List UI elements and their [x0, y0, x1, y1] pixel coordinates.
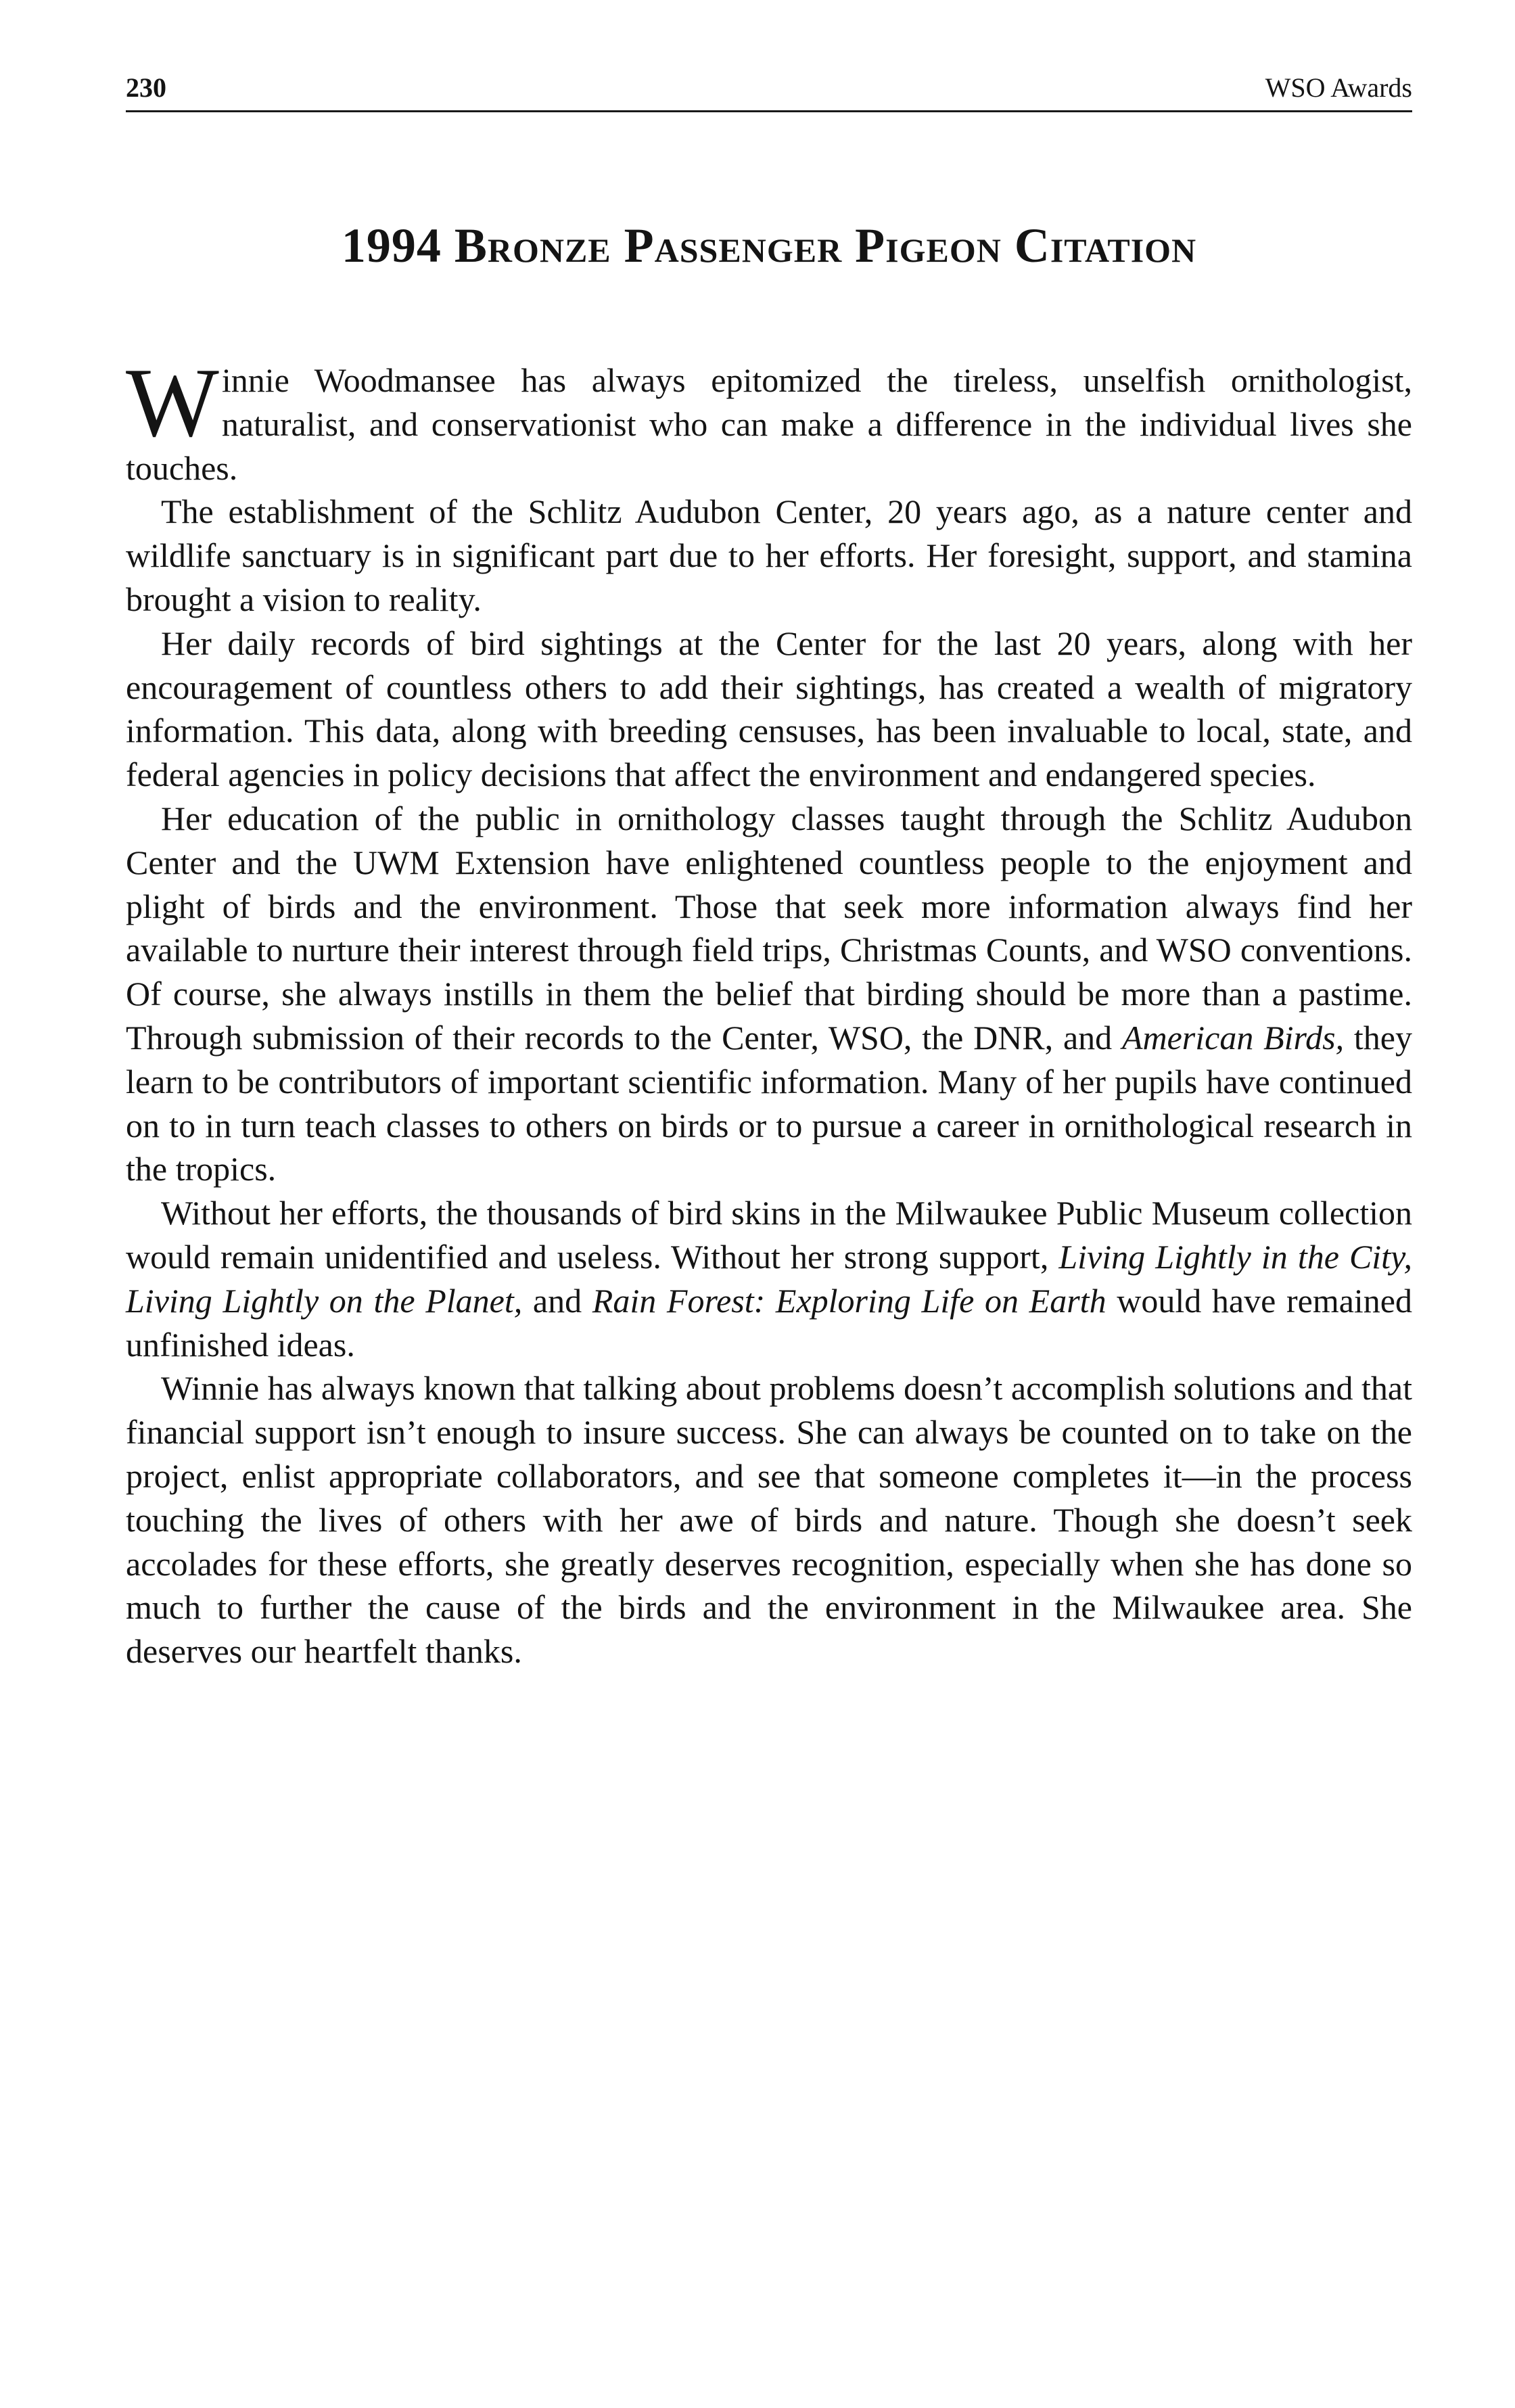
paragraph-2: The establishment of the Schlitz Audubon Center, 20 years ago, as a nature center and wildlife sanctuary is in significant part due to her efforts. Her foresight, support, and stamina brought a vision to reality. [126, 492, 1412, 618]
paragraph-4-text-a: Her education of the public in ornithology classes taught through the Schlitz Audubon Center and the UWM Extension have enlightened countless people to the enjoyment and plight of birds and the environment. Those that seek more information always find her available to nurture their interest through field trips, Christmas Counts, and WSO conventions. Of course, she always instills in them the belief that birding should be more than a pastime. Through submission of their records to the Center, WSO, the DNR, and [126, 799, 1412, 1057]
paragraph-5-text-a: Without her efforts, the thousands of bird skins in the Milwaukee Public Museum collection would remain unidentified and useless. Without her strong support, [126, 1194, 1412, 1276]
page-number: 230 [126, 72, 166, 103]
paragraph-4-text-b: they learn to be contributors of important scientific information. Many of her pupils have continued on to in turn teach classes to others on birds or to pursue a career in ornithological research in the tropics. [126, 1018, 1412, 1188]
paragraph-4 [126, 797, 1412, 1191]
paragraph-6: Winnie has always known that talking about problems doesn’t accomplish solutions and that financial support isn’t enough to insure success. She can always be counted on to take on the project, enlist appropriate collaborators, and see that someone completes it—in the process touching the lives of others with her awe of birds and nature. Though she doesn’t seek accolades for these efforts, she greatly deserves recognition, especially when she has done so much to further the cause of the birds and the environment in the Milwaukee area. She deserves our heartfelt thanks. [126, 1369, 1412, 1671]
paragraph-5 [126, 1191, 1412, 1366]
paragraph-5-text-b: and [532, 1281, 582, 1320]
publication-titles-living-lightly: Living Lightly in the City, Living Lightly on the Planet, [126, 1237, 1413, 1320]
paragraph-1-text: innie Woodmansee has always epitomized the tireless, unselfish ornithologist, naturalist, and conservationist who can make a difference in the individual lives she touches. [126, 361, 1412, 487]
running-head [126, 68, 1412, 108]
running-head-section: WSO Awards [1265, 72, 1412, 103]
publication-title-rain-forest: Rain Forest: Exploring Life on Earth [592, 1281, 1106, 1320]
paragraph-3: Her daily records of bird sightings at the Center for the last 20 years, along with her encouragement of countless others to add their sightings, has created a wealth of migratory information. This data, along with breeding censuses, has been invaluable to local, state, and federal agencies in policy decisions that affect the environment and endangered species. [126, 624, 1412, 794]
paragraph-1 [126, 348, 1412, 490]
citation-body [126, 348, 1413, 1673]
header-rule [126, 110, 1412, 112]
page-title: 1994 Bronze Passenger Pigeon Citation [341, 218, 1197, 273]
paragraph-5-text-c: would have remained unfinished ideas. [126, 1281, 1412, 1364]
publication-title-american-birds: American Birds, [1121, 1018, 1345, 1057]
drop-cap: W [126, 348, 219, 457]
